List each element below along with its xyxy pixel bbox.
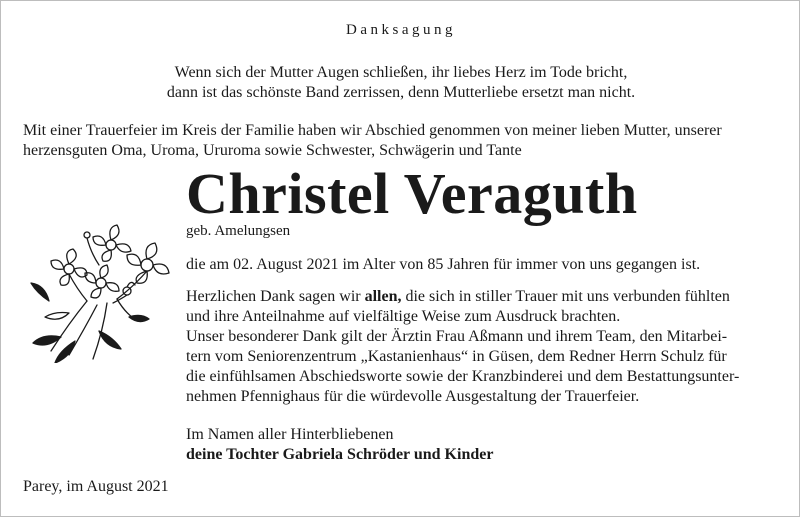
deceased-name: Christel Veraguth: [186, 161, 638, 226]
thanks-text-pre: Herzlichen Dank sagen wir: [186, 288, 365, 305]
intro-text: [23, 121, 783, 161]
special-thanks-line: nehmen Pfennighaus für die würdevolle Ausgestaltung der Trauerfeier.: [186, 388, 640, 405]
signature-names: [186, 445, 781, 465]
maiden-name: geb. Amelungsen: [186, 223, 291, 239]
intro-line: Mit einer Trauerfeier im Kreis der Familie haben wir Abschied genommen von meiner lieben Mutter, unserer: [23, 122, 722, 139]
notice-heading: Danksagung: [346, 22, 456, 38]
poem-line: Wenn sich der Mutter Augen schließen, ihr liebes Herz im Tode bricht,: [174, 64, 628, 81]
intro-line: herzensguten Oma, Uroma, Ururoma sowie Schwester, Schwägerin und Tante: [23, 142, 522, 159]
thanks-text-post: die sich in stiller Trauer mit uns verbunden fühlten: [401, 288, 730, 305]
thanks-line: und ihre Anteilnahme auf vielfältige Weise zum Ausdruck brachten.: [186, 308, 621, 325]
place-date: Parey, im August 2021: [23, 478, 169, 495]
thanks-text: [186, 255, 781, 465]
signature-names-text: deine Tochter Gabriela Schröder und Kinder: [186, 446, 494, 463]
flower-bouquet-icon: [29, 213, 175, 363]
thanks-line: [186, 287, 781, 307]
special-thanks-line: tern vom Seniorenzentrum „Kastanienhaus“ in Güsen, dem Redner Herrn Schulz für: [186, 348, 727, 365]
special-thanks-line: die einfühlsamen Abschiedsworte sowie der Kranzbinderei und dem Bestattungsunter-: [186, 368, 740, 385]
thanks-emphasis: allen,: [364, 288, 402, 305]
special-thanks-line: Unser besonderer Dank gilt der Ärztin Frau Aßmann und ihrem Team, den Mitarbei-: [186, 328, 728, 345]
death-line: die am 02. August 2021 im Alter von 85 Jahren für immer von uns gegangen ist.: [186, 256, 701, 273]
poem: [1, 63, 800, 103]
signature-intro: Im Namen aller Hinterbliebenen: [186, 426, 394, 443]
poem-line: dann ist das schönste Band zerrissen, denn Mutterliebe ersetzt man nicht.: [166, 84, 636, 101]
